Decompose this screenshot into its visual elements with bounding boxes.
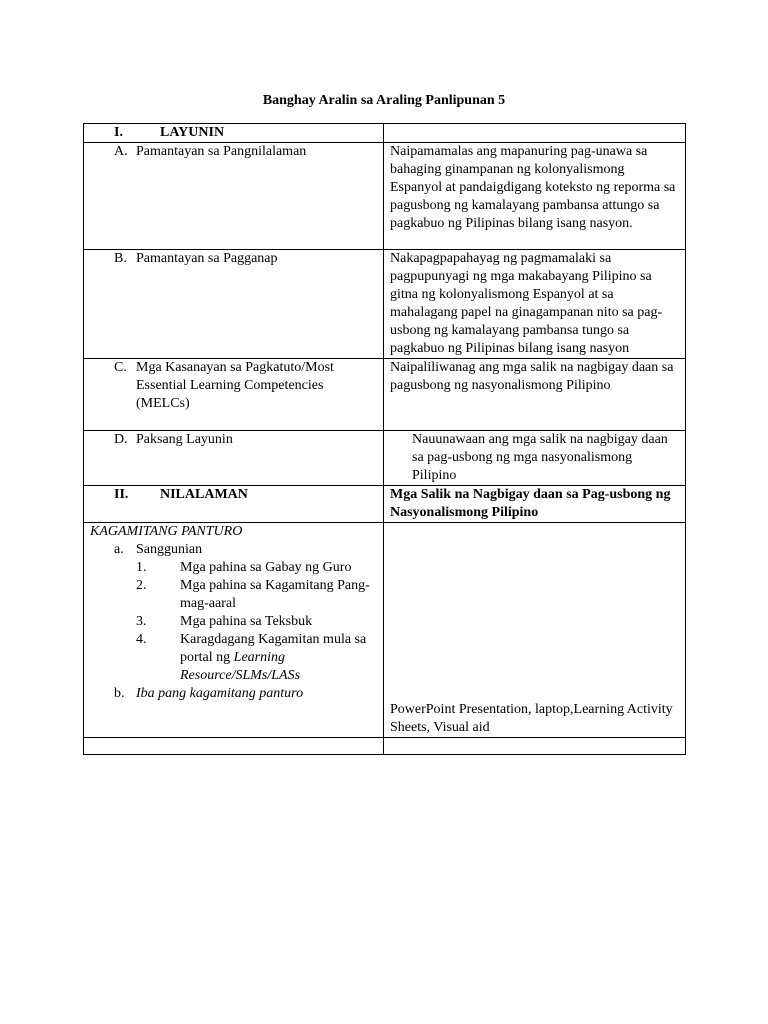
list-item: 3. Mga pahina sa Teksbuk bbox=[136, 614, 313, 629]
list-item: 2. Mga pahina sa Kagamitang Pang-mag-aaral bbox=[136, 578, 370, 611]
materials-row bbox=[84, 523, 686, 738]
row-label: Pamantayan sa Pagganap bbox=[136, 251, 278, 266]
table-row bbox=[84, 431, 686, 486]
table-row bbox=[84, 143, 686, 250]
section-row-layunin bbox=[84, 124, 686, 143]
empty-row bbox=[84, 738, 686, 755]
row-label: Pamantayan sa Pangnilalaman bbox=[136, 144, 307, 159]
materials-a-letter: a. bbox=[114, 542, 124, 557]
table-row bbox=[84, 359, 686, 431]
empty-cell bbox=[384, 124, 686, 143]
row-content: Naipaliliwanag ang mga salik na nagbigay daan sa pagusbong ng nasyonalismong Pilipino bbox=[384, 359, 686, 431]
list-item: 4. Karagdagang Kagamitan mula sa portal ng Learning Resource/SLMs/LASs bbox=[136, 632, 367, 683]
section-content: Mga Salik na Nagbigay daan sa Pag-usbong ng Nasyonalismong Pilipino bbox=[384, 486, 686, 523]
section-row-nilalaman bbox=[84, 486, 686, 523]
row-letter: A. bbox=[114, 144, 128, 159]
document-title: Banghay Aralin sa Araling Panlipunan 5 bbox=[262, 93, 506, 108]
row-content: Nauunawaan ang mga salik na nagbigay daan sa pag-usbong ng mga nasyonalismong Pilipino bbox=[412, 432, 668, 483]
row-letter: B. bbox=[114, 251, 127, 266]
lesson-plan-table bbox=[83, 123, 686, 755]
materials-content: PowerPoint Presentation, laptop,Learning Activity Sheets, Visual aid bbox=[390, 702, 673, 735]
row-content: Naipamamalas ang mapanuring pag-unawa sa bahaging ginampanan ng kolonyalismong Espanyol at pandaigdigang koteksto ng reporma sa pagusbong ng kamalayang pambansa attungo sa pagkabuo ng Pilipinas bilang isang nasyon. bbox=[384, 143, 686, 250]
section-number: II. bbox=[114, 487, 129, 502]
row-label: Mga Kasanayan sa Pagkatuto/Most Essential Learning Competencies (MELCs) bbox=[136, 360, 334, 411]
row-content: Nakapagpapahayag ng pagmamalaki sa pagpupunyagi ng mga makabayang Pilipino sa gitna ng kolonyalismong Espanyol at sa mahalagang papel na ginagampanan nito sa pag- usbong ng kamalayang pambansa tungo sa pagkabuo ng Pilipinas bilang isang nasyon bbox=[384, 250, 686, 359]
section-label: LAYUNIN bbox=[160, 125, 225, 140]
row-label: Paksang Layunin bbox=[136, 432, 233, 447]
section-number: I. bbox=[114, 125, 123, 140]
section-label-cell bbox=[84, 124, 384, 143]
table-row bbox=[84, 250, 686, 359]
materials-b-letter: b. bbox=[114, 686, 125, 701]
section-label: NILALAMAN bbox=[160, 487, 248, 502]
materials-b-label: Iba pang kagamitang panturo bbox=[136, 686, 304, 701]
row-letter: D. bbox=[114, 432, 128, 447]
materials-a-label: Sanggunian bbox=[136, 542, 203, 557]
row-letter: C. bbox=[114, 360, 127, 375]
materials-heading: KAGAMITANG PANTURO bbox=[90, 524, 243, 539]
list-item: 1. Mga pahina sa Gabay ng Guro bbox=[136, 560, 352, 575]
